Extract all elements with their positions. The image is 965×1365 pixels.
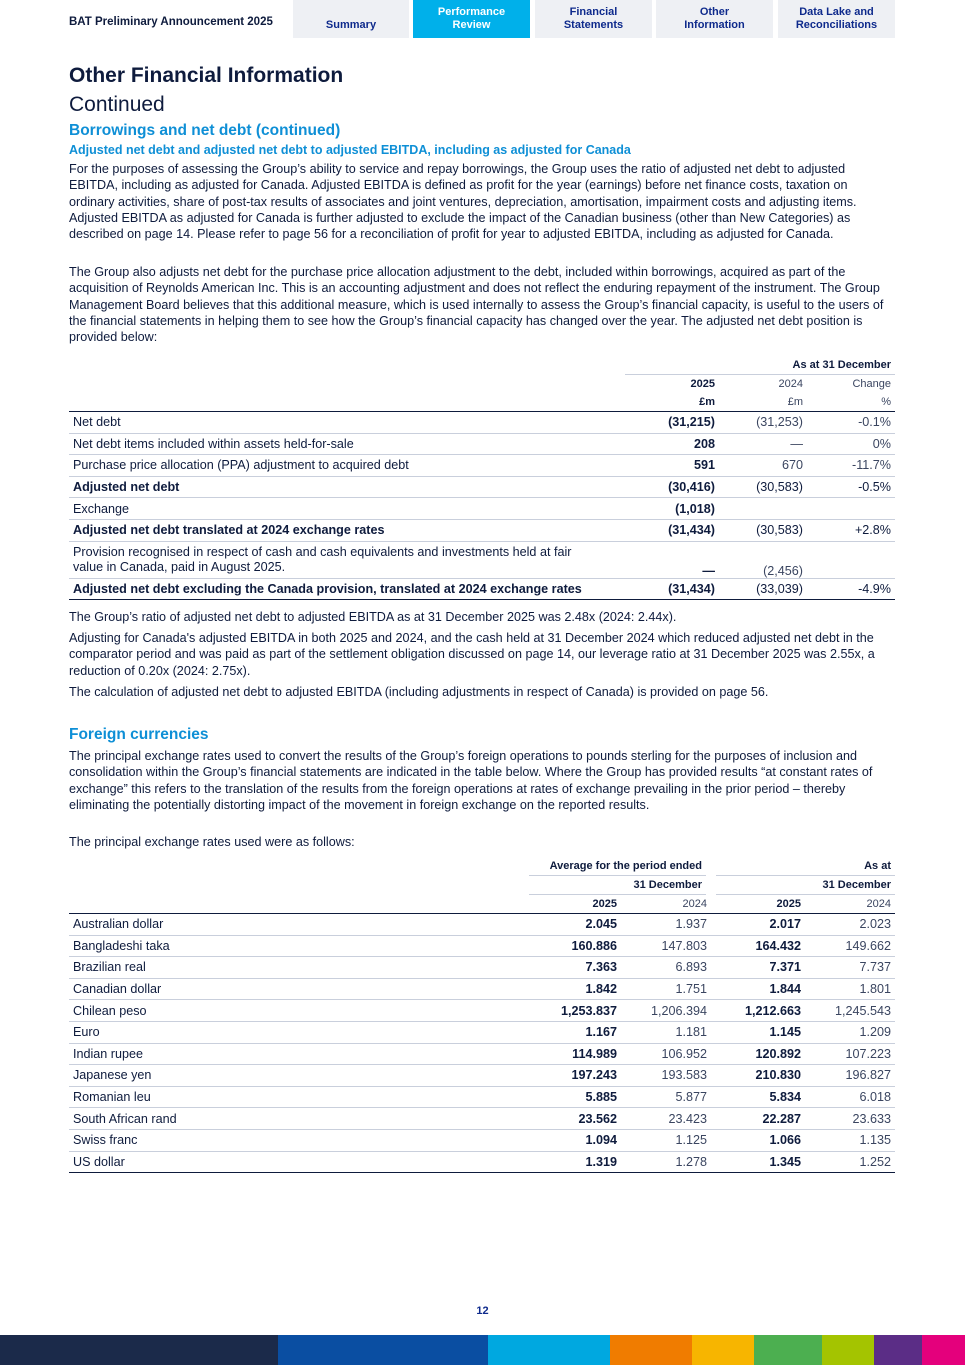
fx-row-currency: US dollar (69, 1151, 529, 1173)
fx-row-at-2025: 2.017 (711, 914, 805, 936)
fx-row-at-2024: 149.662 (805, 935, 895, 957)
debt-row-value-2024: (33,039) (719, 578, 807, 600)
fx-row-avg-2024: 1,206.394 (621, 1000, 711, 1022)
fx-row-currency: Canadian dollar (69, 978, 529, 1000)
debt-table-row (69, 541, 895, 578)
paragraph-ppa-adjustment: The Group also adjusts net debt for the purchase price allocation adjustment to the debt, included within borrowings, acquired as part of the acquisition of Reynolds American Inc. This is an accounting adjustment and does not reflect the enduring repayment of the instrument. The Group Management Board believes that this additional measure, which is used internally to assess the Group’s financial capacity, is useful to the users of the financial statements in helping them to see how the Group’s financial capacity has changed over the year. The adjusted net debt position is provided below: (69, 265, 884, 345)
paragraph-leverage-ratio: The Group’s ratio of adjusted net debt to adjusted EBITDA as at 31 December 2025 was 2.48x (2024: 2.44x). (69, 610, 677, 624)
debt-row-label: Net debt items included within assets held-for-sale (69, 433, 625, 455)
debt-table-row (69, 519, 895, 541)
fx-row-avg-2025: 7.363 (529, 957, 621, 979)
fx-row-avg-2025: 5.885 (529, 1086, 621, 1108)
fx-row-avg-2025: 197.243 (529, 1065, 621, 1087)
subsection-heading-adjusted-net-debt: Adjusted net debt and adjusted net debt to adjusted EBITDA, including as adjusted for Canada (69, 143, 631, 157)
tab-other-information[interactable]: Other Information (656, 0, 773, 38)
fx-row-at-2025: 22.287 (711, 1108, 805, 1130)
fx-row-avg-2025: 1,253.837 (529, 1000, 621, 1022)
exchange-rate-row (69, 1086, 895, 1108)
fx-row-avg-2025: 1.094 (529, 1129, 621, 1151)
debt-row-label: Adjusted net debt excluding the Canada provision, translated at 2024 exchange rates (69, 578, 625, 600)
fx-row-currency: Chilean peso (69, 1000, 529, 1022)
fx-row-currency: Euro (69, 1021, 529, 1043)
footer-color-segment (874, 1335, 922, 1365)
exchange-rate-row (69, 1065, 895, 1087)
fx-row-at-2024: 1.801 (805, 978, 895, 1000)
debt-row-value-2024: (2,456) (719, 541, 807, 578)
exchange-rate-row (69, 1129, 895, 1151)
fx-group-asat-sub: 31 December (711, 876, 895, 895)
exchange-rate-row (69, 1108, 895, 1130)
fx-row-at-2025: 1.345 (711, 1151, 805, 1173)
tab-summary[interactable]: Summary (293, 0, 409, 38)
fx-row-avg-2024: 6.893 (621, 957, 711, 979)
debt-row-change (807, 498, 895, 520)
debt-row-change: -11.7% (807, 455, 895, 477)
section-heading-borrowings: Borrowings and net debt (continued) (69, 122, 341, 139)
fx-col-at-2024: 2024 (805, 895, 895, 914)
fx-row-avg-2024: 1.751 (621, 978, 711, 1000)
fx-row-at-2024: 107.223 (805, 1043, 895, 1065)
section-heading-foreign-currencies: Foreign currencies (69, 726, 209, 743)
page-subtitle: Continued (69, 93, 165, 116)
footer-color-segment (922, 1335, 965, 1365)
fx-row-currency: Brazilian real (69, 957, 529, 979)
debt-row-value-2024: (30,583) (719, 476, 807, 498)
exchange-rate-row (69, 935, 895, 957)
fx-row-at-2024: 1.135 (805, 1129, 895, 1151)
page-title: Other Financial Information (69, 64, 344, 87)
debt-row-label: Provision recognised in respect of cash and cash equivalents and investments held at fair value in Canada, paid in August 2025. (69, 541, 625, 578)
debt-table-row (69, 455, 895, 477)
debt-row-value-2024: (31,253) (719, 412, 807, 434)
fx-row-avg-2025: 1.842 (529, 978, 621, 1000)
fx-row-avg-2024: 1.937 (621, 914, 711, 936)
exchange-rate-row (69, 957, 895, 979)
exchange-rate-row (69, 1021, 895, 1043)
fx-row-at-2025: 7.371 (711, 957, 805, 979)
document-title[interactable]: BAT Preliminary Announcement 2025 (69, 16, 273, 28)
fx-col-at-2025: 2025 (711, 895, 805, 914)
fx-row-avg-2024: 5.877 (621, 1086, 711, 1108)
fx-row-currency: Japanese yen (69, 1065, 529, 1087)
fx-row-at-2024: 2.023 (805, 914, 895, 936)
exchange-rate-row (69, 1151, 895, 1173)
debt-row-change: -0.5% (807, 476, 895, 498)
debt-table-row (69, 433, 895, 455)
debt-unit-2025: £m (625, 393, 719, 412)
debt-row-label: Purchase price allocation (PPA) adjustment to acquired debt (69, 455, 625, 477)
debt-row-label: Adjusted net debt (69, 476, 625, 498)
footer-color-segment (754, 1335, 822, 1365)
fx-group-average-header: Average for the period ended (529, 857, 711, 876)
fx-row-currency: South African rand (69, 1108, 529, 1130)
fx-row-at-2024: 1.252 (805, 1151, 895, 1173)
footer-color-segment (692, 1335, 754, 1365)
debt-row-label: Net debt (69, 412, 625, 434)
debt-row-value-2025: 591 (625, 455, 719, 477)
debt-row-label: Adjusted net debt translated at 2024 exchange rates (69, 519, 625, 541)
debt-row-value-2024: 670 (719, 455, 807, 477)
debt-row-change: -0.1% (807, 412, 895, 434)
debt-table-row (69, 498, 895, 520)
fx-row-currency: Swiss franc (69, 1129, 529, 1151)
fx-row-avg-2024: 1.278 (621, 1151, 711, 1173)
debt-row-value-2024: (30,583) (719, 519, 807, 541)
fx-row-at-2025: 120.892 (711, 1043, 805, 1065)
fx-row-at-2024: 196.827 (805, 1065, 895, 1087)
debt-table-row (69, 578, 895, 600)
fx-row-avg-2024: 23.423 (621, 1108, 711, 1130)
fx-row-at-2024: 6.018 (805, 1086, 895, 1108)
footer-color-segment (610, 1335, 692, 1365)
top-navigation (0, 0, 965, 38)
debt-row-value-2025: (31,215) (625, 412, 719, 434)
debt-row-value-2025: — (625, 541, 719, 578)
debt-row-value-2025: (31,434) (625, 519, 719, 541)
fx-row-at-2025: 1.145 (711, 1021, 805, 1043)
debt-row-value-2025: (31,434) (625, 578, 719, 600)
debt-row-value-2024 (719, 498, 807, 520)
fx-row-avg-2024: 1.125 (621, 1129, 711, 1151)
debt-row-change: +2.8% (807, 519, 895, 541)
fx-row-at-2025: 1.066 (711, 1129, 805, 1151)
debt-row-value-2025: (1,018) (625, 498, 719, 520)
debt-row-label: Exchange (69, 498, 625, 520)
fx-row-at-2025: 164.432 (711, 935, 805, 957)
debt-unit-change: % (807, 393, 895, 412)
adjusted-net-debt-table (69, 356, 895, 600)
fx-row-at-2024: 7.737 (805, 957, 895, 979)
fx-row-avg-2024: 106.952 (621, 1043, 711, 1065)
debt-table-row (69, 412, 895, 434)
paragraph-canada-adjustment: Adjusting for Canada's adjusted EBITDA in both 2025 and 2024, and the cash held at 31 December 2024 which reduced adjusted net debt in the comparator period and was paid as part of the settlement obligation discussed on page 14, our leverage ratio at 31 December 2025 was 2.55x, a reduction of 0.20x (2024: 2.75x). (69, 631, 875, 678)
fx-row-at-2025: 1.844 (711, 978, 805, 1000)
fx-row-currency: Indian rupee (69, 1043, 529, 1065)
paragraph-rates-intro: The principal exchange rates used were as follows: (69, 835, 355, 849)
footer-color-segment (488, 1335, 610, 1365)
fx-col-avg-2025: 2025 (529, 895, 621, 914)
exchange-rates-table (69, 857, 895, 1173)
debt-table-group-header: As at 31 December (625, 356, 895, 375)
debt-row-change (807, 541, 895, 578)
debt-row-value-2024: — (719, 433, 807, 455)
debt-col-change: Change (852, 378, 891, 390)
fx-row-avg-2024: 147.803 (621, 935, 711, 957)
debt-row-change: -4.9% (807, 578, 895, 600)
exchange-rate-row (69, 1043, 895, 1065)
fx-row-avg-2024: 193.583 (621, 1065, 711, 1087)
fx-row-at-2025: 210.830 (711, 1065, 805, 1087)
tab-data-lake-and-reconciliations[interactable]: Data Lake and Reconciliations (778, 0, 895, 38)
fx-row-avg-2025: 114.989 (529, 1043, 621, 1065)
exchange-rate-row (69, 978, 895, 1000)
debt-row-value-2025: 208 (625, 433, 719, 455)
fx-row-currency: Australian dollar (69, 914, 529, 936)
fx-row-at-2024: 23.633 (805, 1108, 895, 1130)
fx-row-at-2025: 1,212.663 (711, 1000, 805, 1022)
fx-row-avg-2025: 23.562 (529, 1108, 621, 1130)
fx-row-avg-2025: 2.045 (529, 914, 621, 936)
footer-color-segment (0, 1335, 278, 1365)
fx-row-at-2025: 5.834 (711, 1086, 805, 1108)
paragraph-ebitda-definition: For the purposes of assessing the Group’s ability to service and repay borrowings, the Group uses the ratio of adjusted net debt to adjusted EBITDA, including as adjusted for Canada. Adjusted EBITDA is defined as profit for the year (earnings) before net finance costs, taxation on ordinary activities, share of post-tax results of associates and joint ventures, depreciation, amortisation, impairment costs and adjusting items. Adjusted EBITDA as adjusted for Canada is further adjusted to exclude the impact of the Canadian business (other than New Categories) as described on page 14. Please refer to page 56 for a reconciliation of profit for year to adjusted EBITDA, including as adjusted for Canada. (69, 162, 857, 242)
fx-row-avg-2025: 1.167 (529, 1021, 621, 1043)
tab-performance-review[interactable]: Performance Review (413, 0, 530, 38)
debt-table-row (69, 476, 895, 498)
fx-row-avg-2024: 1.181 (621, 1021, 711, 1043)
fx-row-avg-2025: 160.886 (529, 935, 621, 957)
tab-financial-statements[interactable]: Financial Statements (535, 0, 652, 38)
paragraph-calculation-reference: The calculation of adjusted net debt to adjusted EBITDA (including adjustments in respect of Canada) is provided on page 56. (69, 685, 769, 699)
footer-color-segment (278, 1335, 488, 1365)
fx-group-asat-header: As at (711, 857, 895, 876)
fx-row-at-2024: 1,245.543 (805, 1000, 895, 1022)
debt-row-change: 0% (807, 433, 895, 455)
fx-col-avg-2024: 2024 (621, 895, 711, 914)
page-number: 12 (476, 1305, 489, 1317)
fx-row-at-2024: 1.209 (805, 1021, 895, 1043)
exchange-rate-row (69, 1000, 895, 1022)
debt-col-2024: 2024 (778, 378, 803, 390)
fx-row-currency: Bangladeshi taka (69, 935, 529, 957)
fx-row-currency: Romanian leu (69, 1086, 529, 1108)
paragraph-exchange-rates: The principal exchange rates used to convert the results of the Group’s foreign operations to pounds sterling for the purposes of inclusion and consolidation within the Group’s financial statements are indicated in the table below. Where the Group has provided results “at constant rates of exchange” this refers to the translation of the results from the foreign operations at rates of exchange prevailing in the prior period – thereby eliminating the potentially distorting impact of the movement in foreign exchange on the reported results. (69, 749, 873, 812)
fx-row-avg-2025: 1.319 (529, 1151, 621, 1173)
fx-group-average-sub: 31 December (529, 876, 711, 895)
debt-col-2025: 2025 (690, 378, 715, 390)
exchange-rate-row (69, 914, 895, 936)
debt-row-value-2025: (30,416) (625, 476, 719, 498)
footer-color-segment (822, 1335, 874, 1365)
debt-unit-2024: £m (719, 393, 807, 412)
